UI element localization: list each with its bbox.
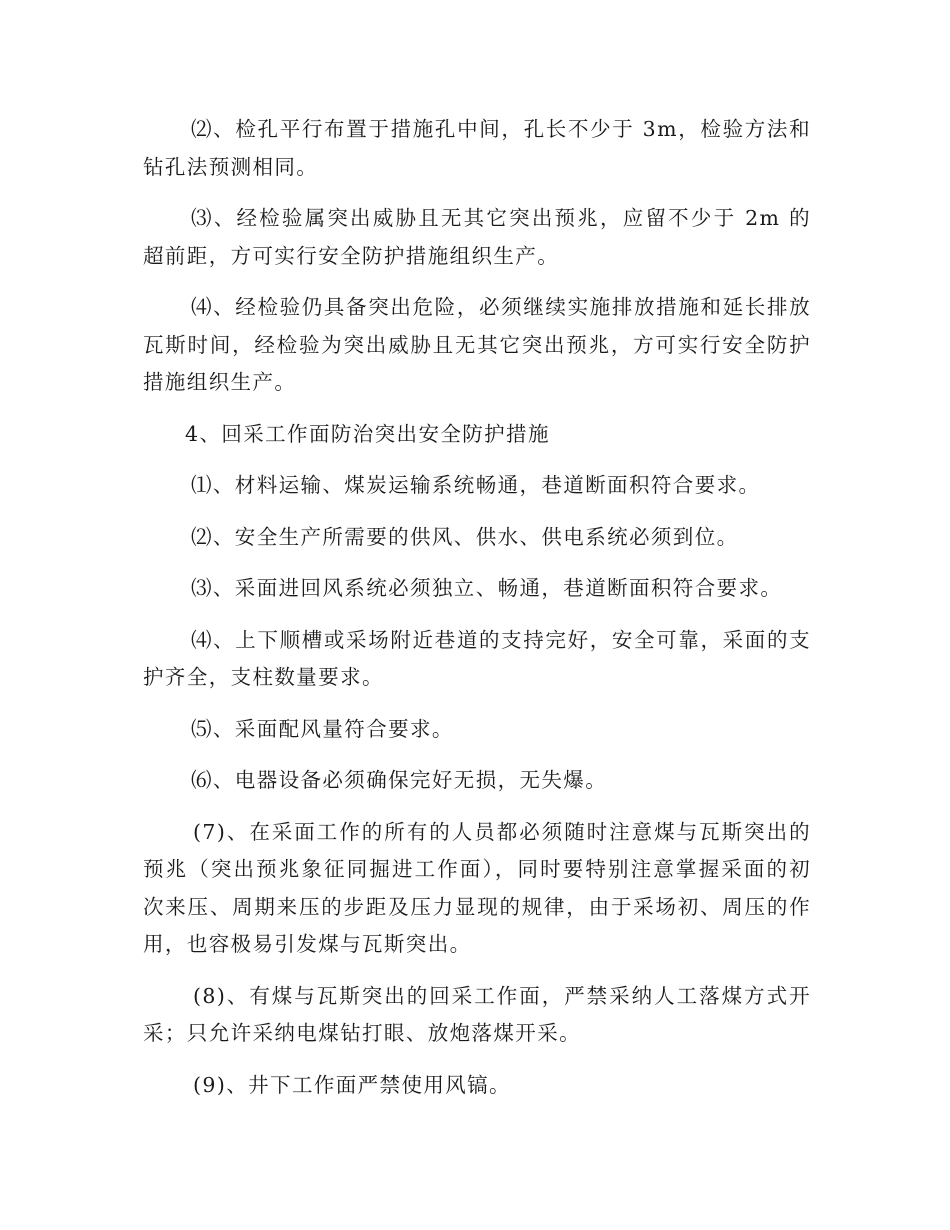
paragraph-electrical-equipment: ⑹、电器设备必须确保完好无损，无失爆。	[191, 768, 608, 792]
paragraph-roadway-support: ⑷、上下顺槽或采场附近巷道的支持完好，安全可靠，采面的支护齐全，支柱数量要求。	[143, 627, 811, 689]
paragraph-supply-systems: ⑵、安全生产所需要的供风、供水、供电系统必须到位。	[191, 524, 739, 549]
paragraph-transport-system: ⑴、材料运输、煤炭运输系统畅通，巷道断面积符合要求。	[191, 473, 761, 497]
paragraph-ventilation-system: ⑶、采面进回风系统必须独立、畅通，巷道断面积符合要求。	[191, 576, 783, 600]
paragraph-8-mining-method: (8)、有煤与瓦斯突出的回采工作面，严禁采纳人工落煤方式开采；只允许采纳电煤钻打眼、放炮落煤开采。	[143, 983, 811, 1045]
paragraph-9-pneumatic-pick: (9)、井下工作面严禁使用风镐。	[193, 1072, 511, 1097]
paragraph-7-outburst-signs: (7)、在采面工作的所有的人员都必须随时注意煤与瓦斯突出的预兆（突出预兆象征同掘进工作面），同时要特别注意掌握采面的初次来压、周期来压的步距及压力显现的规律，由于采场初、周压的作用，也容极易引发煤与瓦斯突出。	[143, 819, 811, 956]
paragraph-4-drainage-measures: ⑷、经检验仍具备突出危险，必须继续实施排放措施和延长排放瓦斯时间，经检验为突出威胁且无其它突出预兆，方可实行安全防护措施组织生产。	[143, 295, 811, 394]
document-body	[143, 111, 811, 1118]
paragraph-3-advance-distance: ⑶、经检验属突出威胁且无其它突出预兆，应留不少于 2m 的超前距，方可实行安全防护措施组织生产。	[143, 206, 811, 268]
paragraph-2-borehole-layout: ⑵、检孔平行布置于措施孔中间，孔长不少于 3m，检验方法和钻孔法预测相同。	[143, 117, 811, 179]
paragraph-air-volume: ⑸、采面配风量符合要求。	[191, 716, 454, 741]
section-heading-4: 4、回采工作面防治突出安全防护措施	[185, 421, 550, 446]
